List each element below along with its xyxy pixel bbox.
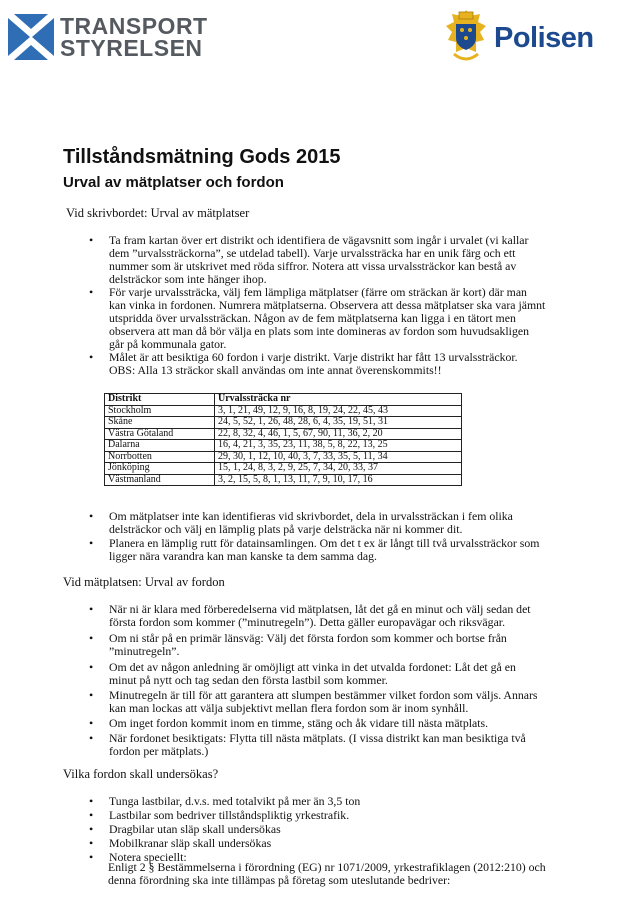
table-row bbox=[105, 405, 462, 417]
section-heading-desk: Vid skrivbordet: Urval av mätplatser bbox=[66, 206, 250, 220]
polisen-wordmark: Polisen bbox=[494, 21, 594, 54]
list-item: • När fordonet besiktigats: Flytta till nästa mätplats. (I vissa distrikt kan man besiktiga två fordon per mätplats.) bbox=[86, 732, 546, 758]
list-item: • Lastbilar som bedriver tillståndspliktig yrkestrafik. bbox=[86, 809, 546, 822]
table-row bbox=[105, 428, 462, 440]
list-item: • Mobilkranar släp skall undersökas bbox=[86, 837, 546, 850]
list-item: • Planera en lämplig rutt för datainsamlingen. Om det t ex är långt till två urvalssträckor som ligger nära varandra kan man kanske ta dem samma dag. bbox=[86, 537, 546, 563]
transportstyrelsen-logo bbox=[8, 14, 208, 60]
legal-note-paragraph: Enligt 2 § Bestämmelserna i förordning (EG) nr 1071/2009, yrkestrafiklagen (2012:210) och denna förordning ska inte tillämpas på företag som uteslutande bedriver: bbox=[108, 860, 546, 887]
table-cell-sections: 22, 8, 32, 4, 46, 1, 5, 67, 90, 11, 36, 2, 20 bbox=[215, 428, 462, 440]
table-cell-district: Jönköping bbox=[105, 463, 215, 475]
table-cell-sections: 3, 1, 21, 49, 12, 9, 16, 8, 19, 24, 22, 45, 43 bbox=[215, 405, 462, 417]
table-header-row bbox=[105, 394, 462, 406]
table-cell-sections: 24, 5, 52, 1, 26, 48, 28, 6, 4, 35, 19, 51, 31 bbox=[215, 417, 462, 429]
list-item: • Om det av någon anledning är omöjligt att vinka in det utvalda fordonet: Låt det gå en minut på nytt och tag sedan den första lastbil som kommer. bbox=[86, 661, 546, 687]
list-item: • För varje urvalssträcka, välj fem lämpliga mätplatser (färre om sträckan är kort) där man kan vinka in fordonen. Numrera mätplatserna. Observera att dessa mätplatser ska vara jämnt utspridda över urvalssträckan. Någon av de fem mätplatserna kan ligga i en tätort men observera att man då bör välja en plats som inte domineras av fordon som huvudsakligen går på kommunala gator. bbox=[86, 286, 546, 351]
document-title: Tillståndsmätning Gods 2015 bbox=[63, 146, 341, 168]
list-item: • Ta fram kartan över ert distrikt och identifiera de vägavsnitt som ingår i urvalet (vi kallar dem ”urvalssträckorna”, se utdelad tabell). Varje urvalssträcka har en unik färg och ett nummer som är utskrivet med röda siffror. Notera att vissa urvalssträckor kan bestå av delsträckor som inte hänger ihop. bbox=[86, 234, 546, 286]
table-row bbox=[105, 440, 462, 452]
transportstyrelsen-mark-icon bbox=[8, 14, 54, 60]
list-item: • Om ni står på en primär länsväg: Välj det första fordon som kommer och bortse från ”minutregeln”. bbox=[86, 632, 546, 658]
desk-bullet-list bbox=[86, 234, 546, 378]
ts-logo-line1: TRANSPORT bbox=[60, 13, 208, 39]
document-subtitle: Urval av mätplatser och fordon bbox=[63, 174, 284, 191]
district-table bbox=[104, 393, 462, 486]
desk-bullet-list-after bbox=[86, 510, 546, 564]
table-cell-sections: 16, 4, 21, 3, 35, 23, 11, 38, 5, 8, 22, 13, 25 bbox=[215, 440, 462, 452]
police-badge-icon bbox=[444, 8, 488, 68]
table-cell-district: Norrbotten bbox=[105, 451, 215, 463]
table-cell-district: Västmanland bbox=[105, 474, 215, 486]
table-row bbox=[105, 417, 462, 429]
list-item: • Om mätplatser inte kan identifieras vid skrivbordet, dela in urvalssträckan i fem olika delsträckor och välj en lämplig plats på varje delsträcka när ni kommer dit. bbox=[86, 510, 546, 536]
table-cell-sections: 3, 2, 15, 5, 8, 1, 13, 11, 7, 9, 10, 17, 16 bbox=[215, 474, 462, 486]
table-cell-district: Stockholm bbox=[105, 405, 215, 417]
list-item: • Om inget fordon kommit inom en timme, stäng och åk vidare till nästa mätplats. bbox=[86, 717, 546, 730]
transportstyrelsen-wordmark bbox=[60, 15, 208, 59]
list-item: • När ni är klara med förberedelserna vid mätplatsen, låt det gå en minut och välj sedan det första fordon som kommer (”minutregeln”). Detta gäller europavägar och riksvägar. bbox=[86, 603, 546, 629]
table-header-sections: Urvalssträcka nr bbox=[215, 394, 462, 406]
table-cell-district: Dalarna bbox=[105, 440, 215, 452]
ts-logo-line2: STYRELSEN bbox=[60, 35, 203, 61]
table-header-district: Distrikt bbox=[105, 394, 215, 406]
section-heading-site: Vid mätplatsen: Urval av fordon bbox=[63, 575, 225, 589]
list-item: • Tunga lastbilar, d.v.s. med totalvikt på mer än 3,5 ton bbox=[86, 795, 546, 808]
table-cell-sections: 29, 30, 1, 12, 10, 40, 3, 7, 33, 35, 5, 11, 34 bbox=[215, 451, 462, 463]
table-cell-district: Skåne bbox=[105, 417, 215, 429]
table-row bbox=[105, 451, 462, 463]
list-item: • Notera speciellt: bbox=[86, 851, 546, 864]
polisen-logo bbox=[444, 8, 594, 68]
table-cell-district: Västra Götaland bbox=[105, 428, 215, 440]
list-item: • Målet är att besiktiga 60 fordon i varje distrikt. Varje distrikt har fått 13 urvalssträckor. OBS: Alla 13 sträckor skall användas om inte annat överenskommits!! bbox=[86, 351, 546, 377]
section-heading-vehicles: Vilka fordon skall undersökas? bbox=[63, 767, 219, 781]
vehicles-bullet-list bbox=[86, 795, 546, 865]
list-item: • Minutregeln är till för att garantera att slumpen bestämmer vilket fordon som väljs. Annars kan man lockas att välja subjektivt mellan flera fordon som är inom synhåll. bbox=[86, 689, 546, 715]
list-item: • Dragbilar utan släp skall undersökas bbox=[86, 823, 546, 836]
table-cell-sections: 15, 1, 24, 8, 3, 2, 9, 25, 7, 34, 20, 33, 37 bbox=[215, 463, 462, 475]
site-bullet-list bbox=[86, 603, 546, 759]
table-row bbox=[105, 474, 462, 486]
table-row bbox=[105, 463, 462, 475]
